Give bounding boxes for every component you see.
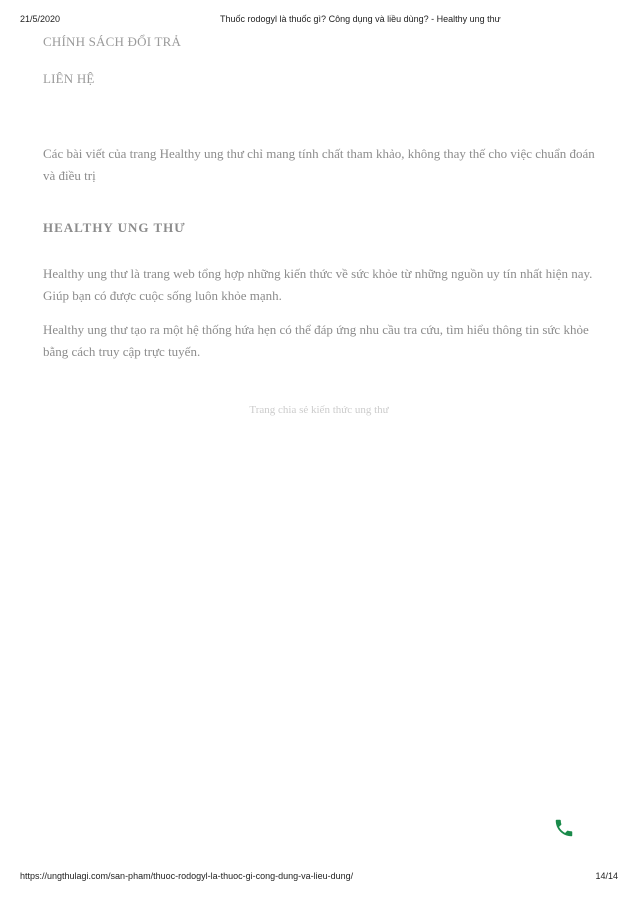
menu-link-return-policy[interactable]: CHÍNH SÁCH ĐỔI TRẢ [43, 34, 182, 49]
about-section-title: HEALTHY UNG THƯ [43, 220, 186, 235]
print-date: 21/5/2020 [20, 14, 61, 24]
about-paragraph-2: Healthy ung thư tạo ra một hệ thống hứa hẹn có thể đáp ứng nhu cầu tra cứu, tìm hiểu thông tin sức khỏe bằng cách truy cập trực tuyến. [43, 322, 589, 359]
print-page-title: Thuốc rodogyl là thuốc gì? Công dụng và liều dùng? - Healthy ung thư [220, 14, 501, 24]
print-header [20, 14, 618, 28]
print-page-number: 14/14 [595, 871, 618, 881]
phone-call-button[interactable] [550, 814, 578, 842]
phone-icon [553, 817, 575, 839]
disclaimer-text: Các bài viết của trang Healthy ung thư chỉ mang tính chất tham khảo, không thay thế cho việc chuẩn đoán và điều trị [43, 146, 595, 183]
about-paragraph-1: Healthy ung thư là trang web tổng hợp những kiến thức về sức khỏe từ những nguồn uy tín nhất hiện nay. Giúp bạn có được cuộc sống luôn khỏe mạnh. [43, 266, 593, 303]
print-url: https://ungthulagi.com/san-pham/thuoc-rodogyl-la-thuoc-gi-cong-dung-va-lieu-dung/ [20, 871, 354, 881]
print-footer [20, 871, 618, 885]
site-tagline: Trang chia sẻ kiến thức ung thư [249, 404, 389, 416]
menu-link-contact[interactable]: LIÊN HỆ [43, 71, 95, 86]
